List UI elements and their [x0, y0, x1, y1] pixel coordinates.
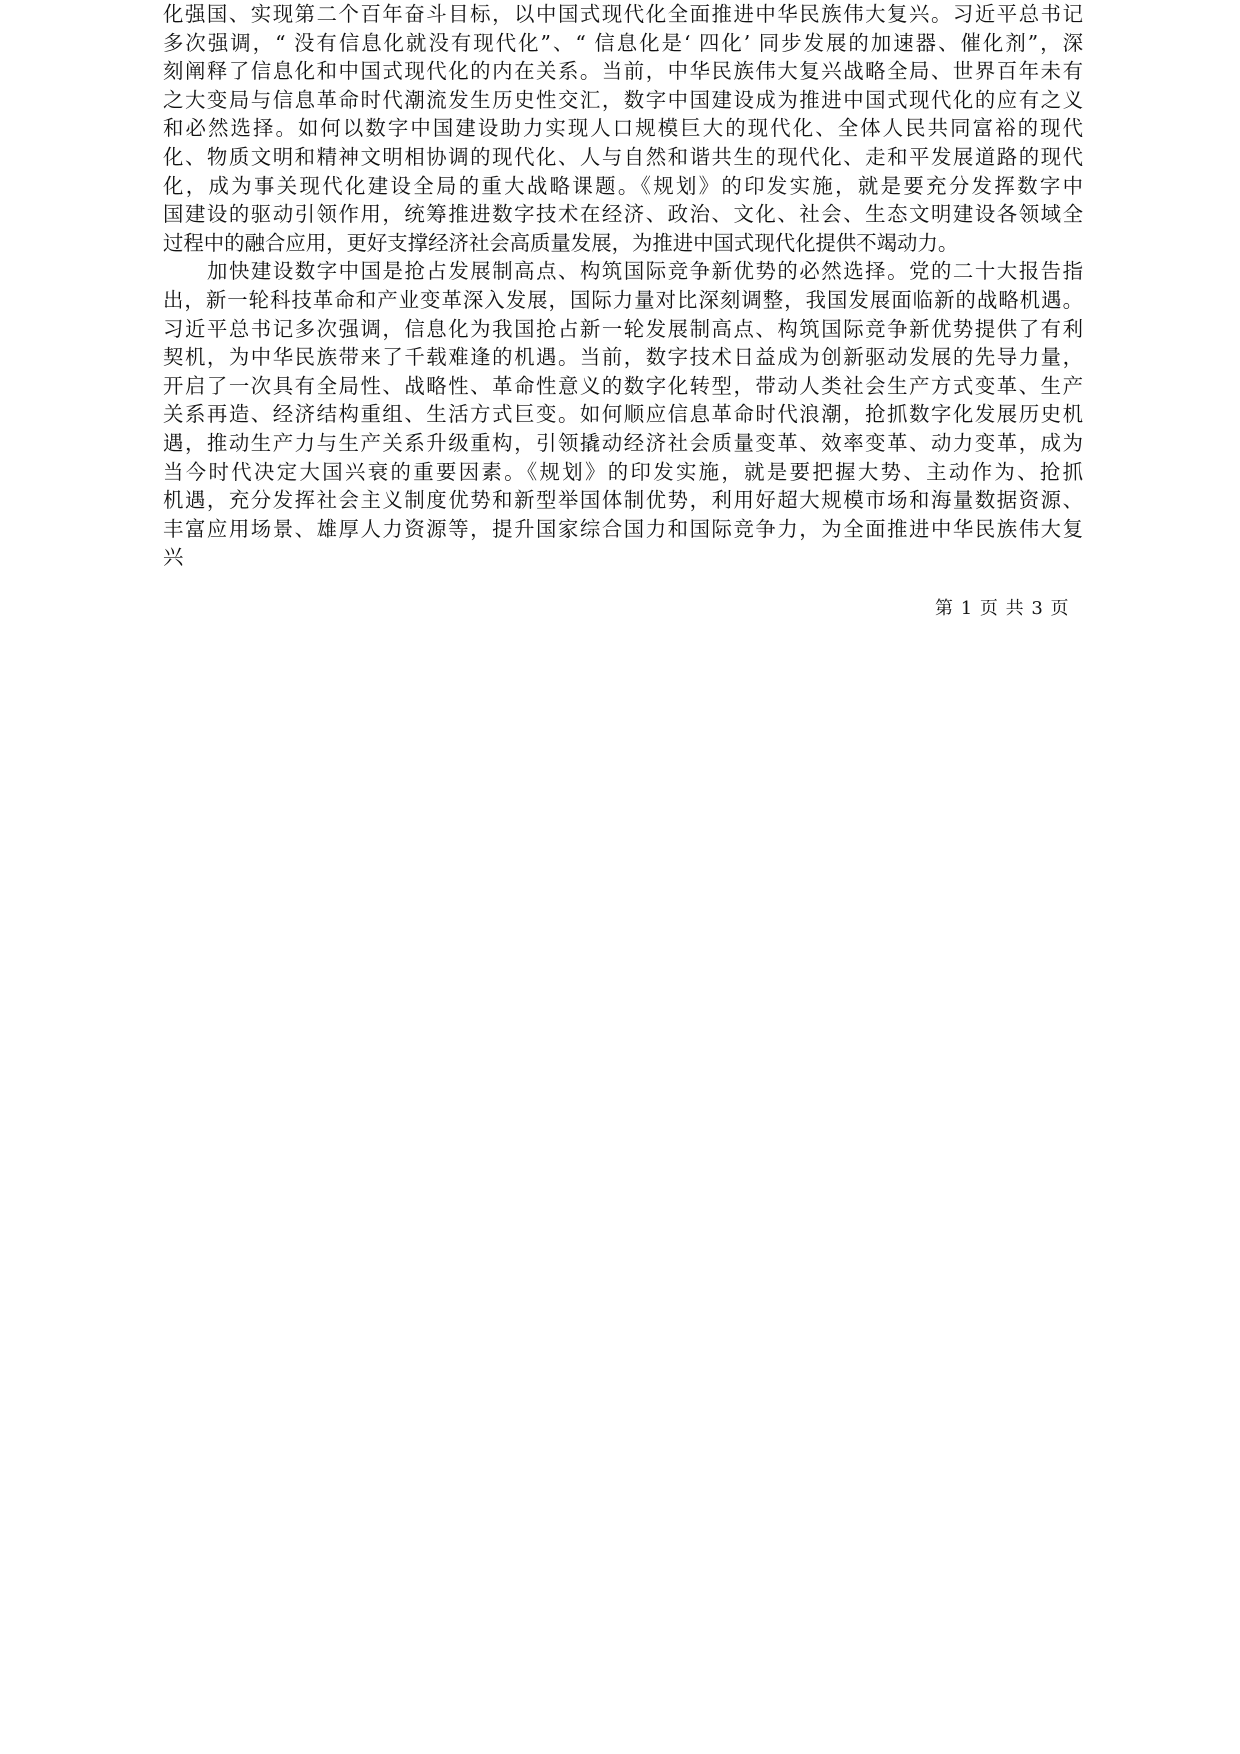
paragraph-2-line-9: 机遇，充分发挥社会主义制度优势和新型举国体制优势，利用好超大规模市场和海量数据资源、 — [163, 488, 1083, 513]
paragraph-1-line-9: 过程中的融合应用，更好支撑经济社会高质量发展，为推进中国式现代化提供不竭动力。 — [163, 230, 959, 255]
page-number-footer: 第 1 页 共 3 页 — [935, 598, 1070, 619]
paragraph-1-line-5: 和必然选择。如何以数字中国建设助力实现人口规模巨大的现代化、全体人民共同富裕的现代 — [163, 116, 1083, 141]
paragraph-1-line-6: 化、物质文明和精神文明相协调的现代化、人与自然和谐共生的现代化、走和平发展道路的现代 — [163, 144, 1083, 169]
paragraph-2-line-11: 兴 — [163, 545, 184, 570]
paragraph-1-line-4: 之大变局与信息革命时代潮流发生历史性交汇，数字中国建设成为推进中国式现代化的应有之义 — [163, 87, 1083, 112]
paragraph-1-line-8: 国建设的驱动引领作用，统筹推进数字技术在经济、政治、文化、社会、生态文明建设各领域全 — [163, 202, 1083, 227]
paragraph-1-line-3: 刻阐释了信息化和中国式现代化的内在关系。当前，中华民族伟大复兴战略全局、世界百年未有 — [163, 59, 1083, 84]
paragraph-2-line-10: 丰富应用场景、雄厚人力资源等，提升国家综合国力和国际竞争力，为全面推进中华民族伟大复 — [163, 516, 1083, 541]
document-body — [163, 0, 1083, 572]
paragraph-2-line-6: 关系再造、经济结构重组、生活方式巨变。如何顺应信息革命时代浪潮，抢抓数字化发展历史机 — [163, 402, 1083, 427]
paragraph-2-line-7: 遇，推动生产力与生产关系升级重构，引领撬动经济社会质量变革、效率变革、动力变革，成为 — [163, 430, 1083, 455]
paragraph-2-line-5: 开启了一次具有全局性、战略性、革命性意义的数字化转型，带动人类社会生产方式变革、生产 — [163, 373, 1083, 398]
paragraph-2-line-4: 契机，为中华民族带来了千载难逢的机遇。当前，数字技术日益成为创新驱动发展的先导力量， — [163, 345, 1083, 370]
paragraph-2-line-1: 加快建设数字中国是抢占发展制高点、构筑国际竞争新优势的必然选择。党的二十大报告指 — [207, 259, 1083, 284]
paragraph-2-line-8: 当今时代决定大国兴衰的重要因素。《规划》的印发实施，就是要把握大势、主动作为、抢抓 — [163, 459, 1083, 484]
paragraph-1-line-2: 多次强调，“ 没有信息化就没有现代化”、“ 信息化是‘ 四化’ 同步发展的加速器、催化剂”，深 — [163, 30, 1083, 55]
paragraph-2-line-2: 出，新一轮科技革命和产业变革深入发展，国际力量对比深刻调整，我国发展面临新的战略机遇。 — [163, 287, 1083, 312]
paragraph-2-line-3: 习近平总书记多次强调，信息化为我国抢占新一轮发展制高点、构筑国际竞争新优势提供了有利 — [163, 316, 1083, 341]
paragraph-1-line-7: 化，成为事关现代化建设全局的重大战略课题。《规划》的印发实施，就是要充分发挥数字中 — [163, 173, 1083, 198]
paragraph-1-line-1: 化强国、实现第二个百年奋斗目标，以中国式现代化全面推进中华民族伟大复兴。习近平总书记 — [163, 2, 1083, 26]
